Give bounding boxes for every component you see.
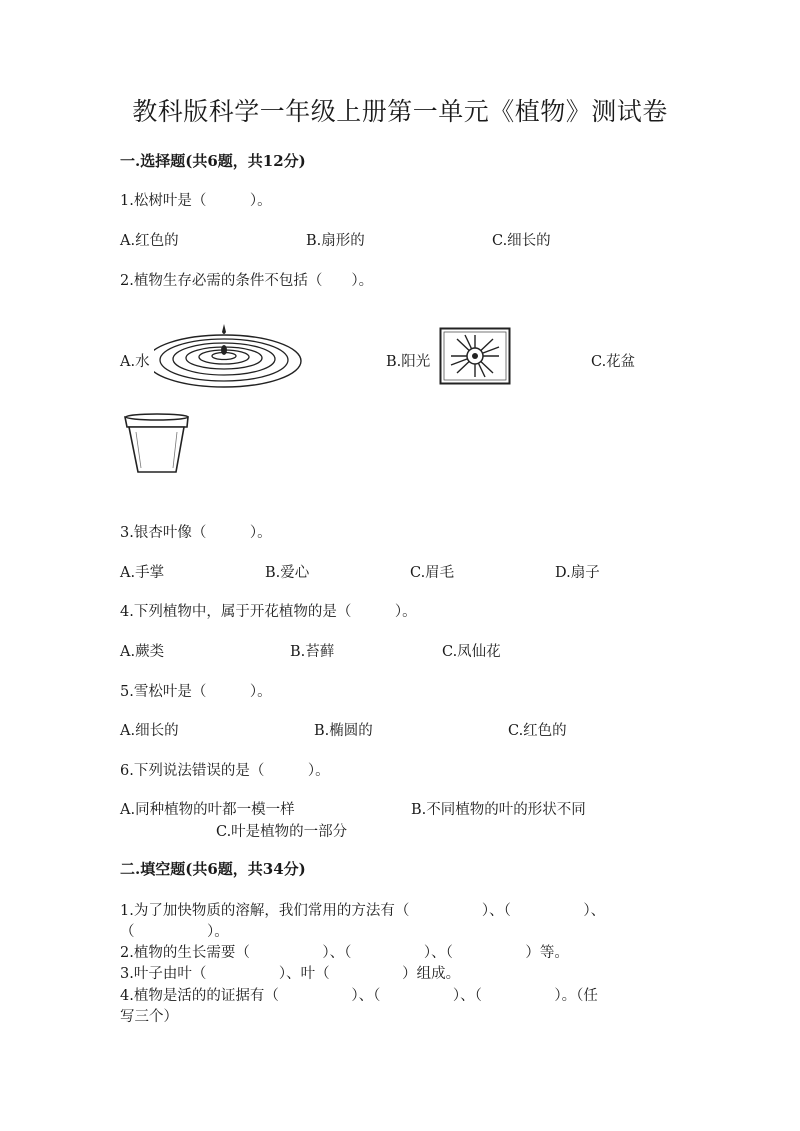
page-title: 教科版科学一年级上册第一单元《植物》测试卷	[132, 97, 668, 126]
fill-question-1-line-1: 1.为了加快物质的溶解，我们常用的方法有（ ）、（ ）、	[120, 903, 606, 919]
question-6-option-b: B.不同植物的叶的形状不同	[411, 802, 586, 818]
question-5-option-b: B.椭圆的	[314, 723, 373, 739]
question-6-option-a: A.同种植物的叶都一模一样	[120, 802, 295, 818]
question-3-option-b: B.爱心	[265, 565, 310, 581]
question-5-option-c: C.红色的	[508, 723, 567, 739]
fill-question-4-line-1: 4.植物是活的的证据有（ ）、（ ）、（ ）。（任	[120, 988, 598, 1004]
question-6-stem: 6.下列说法错误的是（ ）。	[120, 763, 330, 779]
question-4-option-b: B.苔藓	[290, 644, 335, 660]
question-1-option-c: C.细长的	[492, 233, 551, 249]
fill-question-2: 2.植物的生长需要（ ）、（ ）、（ ）等。	[120, 945, 569, 961]
question-2-option-a: A.水	[120, 354, 150, 370]
section-heading-fill-blank: 二.填空题(共6题，共34分)	[120, 860, 306, 878]
fill-question-3: 3.叶子由叶（ ）、叶（ ）组成。	[120, 966, 461, 982]
question-3-stem: 3.银杏叶像（ ）。	[120, 525, 272, 541]
question-4-stem: 4.下列植物中，属于开花植物的是（ ）。	[120, 604, 417, 620]
question-4-option-c: C.凤仙花	[442, 644, 501, 660]
question-1-option-b: B.扇形的	[306, 233, 365, 249]
question-1-option-a: A.红色的	[120, 233, 179, 249]
question-2-option-b: B.阳光	[386, 354, 431, 370]
question-5-stem: 5.雪松叶是（ ）。	[120, 684, 272, 700]
question-2-stem: 2.植物生存必需的条件不包括（ ）。	[120, 273, 374, 289]
fill-question-1-line-2: （ ）。	[120, 924, 229, 940]
fill-question-4-line-2: 写三个）	[120, 1009, 178, 1025]
flower-pot-image	[122, 412, 192, 476]
question-4-option-a: A.蕨类	[120, 644, 165, 660]
question-2-option-c: C.花盆	[591, 354, 636, 370]
water-ripple-image	[154, 322, 314, 392]
section-heading-choice: 一.选择题(共6题，共12分)	[120, 152, 306, 170]
question-3-option-d: D.扇子	[555, 565, 600, 581]
question-1-stem: 1.松树叶是（ ）。	[120, 193, 272, 209]
question-3-option-c: C.眉毛	[410, 565, 455, 581]
sunlight-image	[439, 327, 511, 385]
question-5-option-a: A.细长的	[120, 723, 179, 739]
question-3-option-a: A.手掌	[120, 565, 165, 581]
question-6-option-c: C.叶是植物的一部分	[216, 824, 348, 840]
